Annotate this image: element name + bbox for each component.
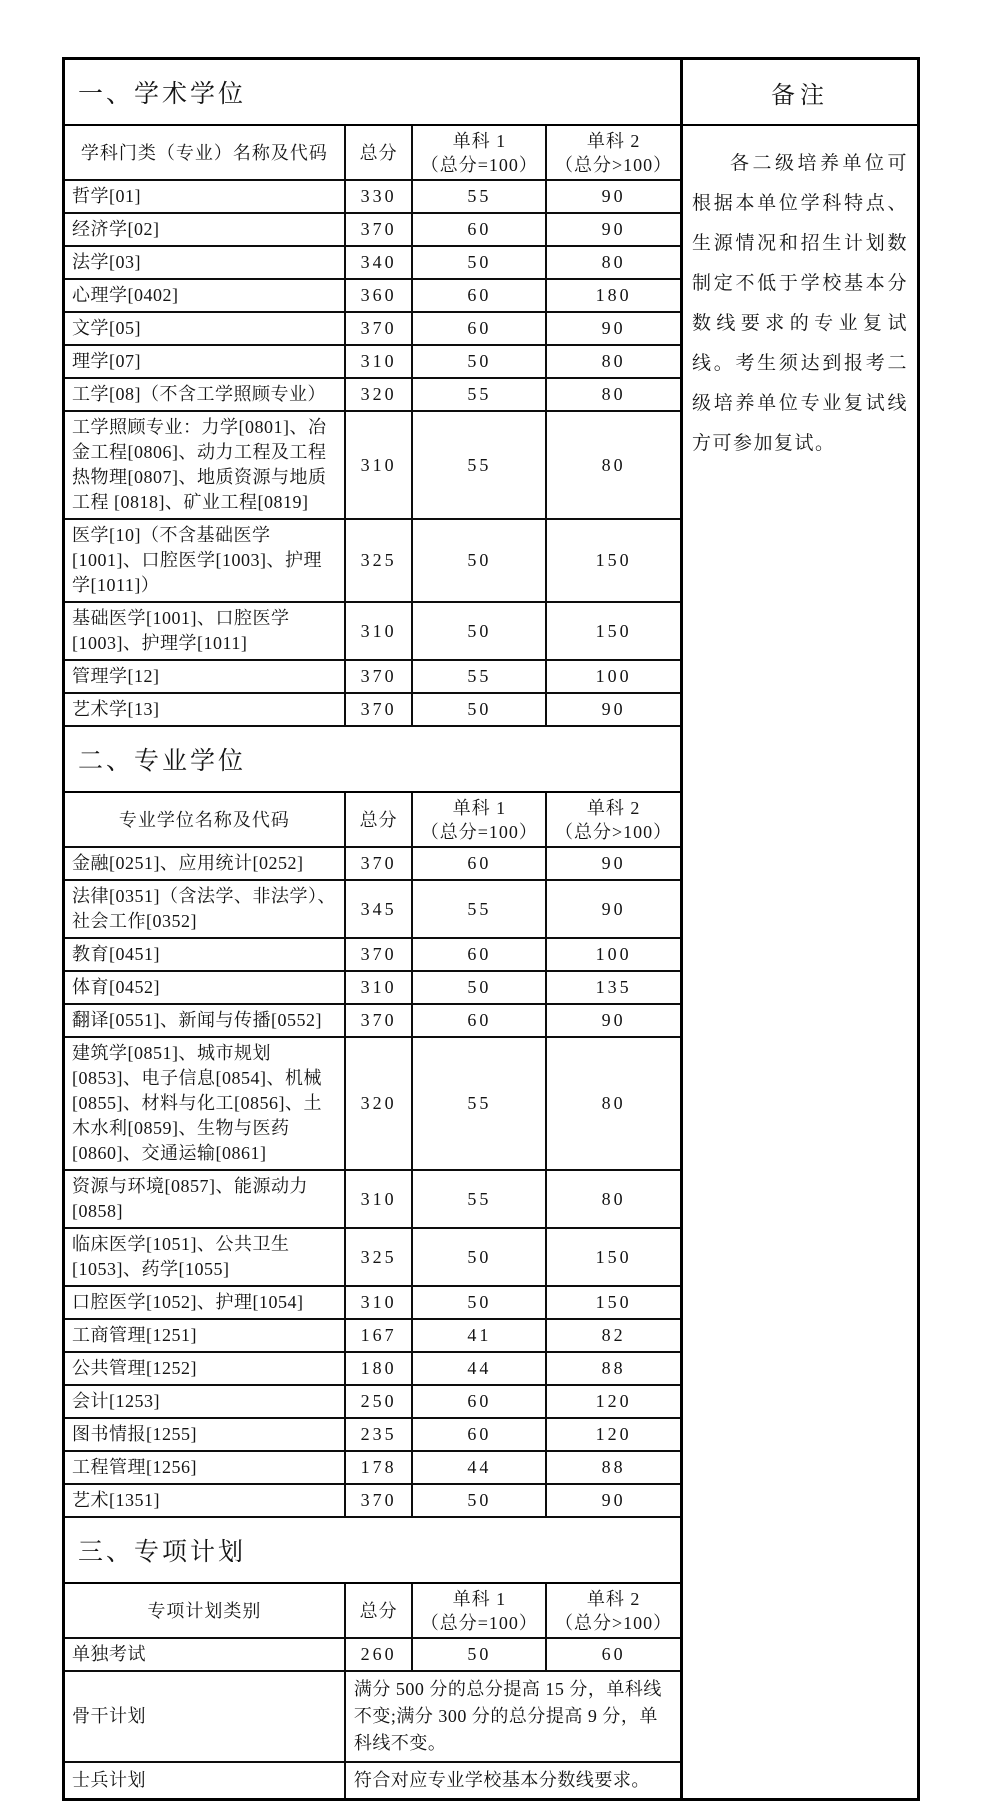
- column-header-sub1-line2: （总分=100）: [420, 154, 538, 175]
- table-row: [65, 1037, 680, 1170]
- single-subject2-score-cell: 82: [546, 1319, 680, 1352]
- column-header-sub1-line2: （总分=100）: [420, 1612, 538, 1633]
- column-header-sub2-line2: （总分>100）: [555, 821, 673, 842]
- table-row: [65, 1286, 680, 1319]
- section-title: 二、专业学位: [65, 727, 680, 793]
- column-header-total: 总分: [345, 126, 413, 180]
- total-score-cell: 260: [345, 1638, 413, 1671]
- section-special-programs: [65, 1518, 680, 1798]
- single-subject2-score-cell: 150: [546, 1228, 680, 1286]
- single-subject2-score-cell: 135: [546, 971, 680, 1004]
- subject-name-cell: 翻译[0551]、新闻与传播[0552]: [65, 1004, 345, 1037]
- subject-name-cell: 士兵计划: [65, 1762, 345, 1798]
- total-score-cell: 340: [345, 246, 413, 279]
- single-subject2-score-cell: 90: [546, 180, 680, 213]
- table-row: [65, 1352, 680, 1385]
- table-row: [65, 938, 680, 971]
- subject-name-cell: 体育[0452]: [65, 971, 345, 1004]
- single-subject1-score-cell: 50: [412, 519, 546, 602]
- total-score-cell: 250: [345, 1385, 413, 1418]
- table-row: [65, 1671, 680, 1762]
- single-subject2-score-cell: 90: [546, 847, 680, 880]
- section-title: 三、专项计划: [65, 1518, 680, 1584]
- subject-name-cell: 哲学[01]: [65, 180, 345, 213]
- total-score-cell: 370: [345, 1484, 413, 1517]
- table-row: [65, 180, 680, 213]
- table-row: [65, 246, 680, 279]
- column-header-sub1-line1: 单科 1: [452, 130, 507, 151]
- single-subject1-score-cell: 60: [412, 279, 546, 312]
- total-score-cell: 310: [345, 345, 413, 378]
- table-row: [65, 1385, 680, 1418]
- table-row: [65, 519, 680, 602]
- single-subject1-score-cell: 60: [412, 847, 546, 880]
- remarks-title: 备注: [683, 60, 917, 126]
- single-subject2-score-cell: 90: [546, 1004, 680, 1037]
- table-row: [65, 880, 680, 938]
- column-header-sub2: [546, 126, 680, 180]
- subject-name-cell: 金融[0251]、应用统计[0252]: [65, 847, 345, 880]
- total-score-cell: 310: [345, 971, 413, 1004]
- column-header-subject: 专业学位名称及代码: [65, 793, 345, 847]
- subject-name-cell: 工程管理[1256]: [65, 1451, 345, 1484]
- policy-note-cell: 满分 500 分的总分提高 15 分，单科线不变;满分 300 分的总分提高 9 分，单科线不变。: [345, 1671, 680, 1762]
- table-row: [65, 1228, 680, 1286]
- total-score-cell: 310: [345, 1286, 413, 1319]
- subject-name-cell: 骨干计划: [65, 1671, 345, 1762]
- subject-name-cell: 公共管理[1252]: [65, 1352, 345, 1385]
- column-header-sub1-line1: 单科 1: [452, 797, 507, 818]
- column-header-total: 总分: [345, 793, 413, 847]
- policy-note-cell: 符合对应专业学校基本分数线要求。: [345, 1762, 680, 1798]
- column-header-total: 总分: [345, 1584, 413, 1638]
- total-score-cell: 167: [345, 1319, 413, 1352]
- total-score-cell: 370: [345, 213, 413, 246]
- single-subject2-score-cell: 60: [546, 1638, 680, 1671]
- subject-name-cell: 艺术[1351]: [65, 1484, 345, 1517]
- subject-name-cell: 经济学[02]: [65, 213, 345, 246]
- single-subject1-score-cell: 60: [412, 213, 546, 246]
- column-header-subject: 专项计划类别: [65, 1584, 345, 1638]
- single-subject1-score-cell: 50: [412, 1286, 546, 1319]
- total-score-cell: 370: [345, 312, 413, 345]
- total-score-cell: 330: [345, 180, 413, 213]
- single-subject2-score-cell: 150: [546, 602, 680, 660]
- subject-name-cell: 建筑学[0851]、城市规划[0853]、电子信息[0854]、机械[0855]、材料与化工[0856]、土木水利[0859]、生物与医药[0860]、交通运输[0861]: [65, 1037, 345, 1170]
- section-academic-degrees: [65, 60, 680, 727]
- table-row: [65, 312, 680, 345]
- single-subject2-score-cell: 90: [546, 213, 680, 246]
- single-subject1-score-cell: 50: [412, 1638, 546, 1671]
- score-tables-area: [65, 60, 683, 1798]
- subject-name-cell: 工学照顾专业：力学[0801]、冶金工程[0806]、动力工程及工程热物理[0807]、地质资源与地质工程 [0818]、矿业工程[0819]: [65, 411, 345, 519]
- single-subject1-score-cell: 60: [412, 312, 546, 345]
- single-subject2-score-cell: 80: [546, 345, 680, 378]
- single-subject2-score-cell: 100: [546, 660, 680, 693]
- column-header-sub2-line2: （总分>100）: [555, 1612, 673, 1633]
- total-score-cell: 310: [345, 602, 413, 660]
- special-programs-table: [65, 1584, 680, 1798]
- single-subject1-score-cell: 50: [412, 1228, 546, 1286]
- subject-name-cell: 口腔医学[1052]、护理[1054]: [65, 1286, 345, 1319]
- section-title: 一、学术学位: [65, 60, 680, 126]
- single-subject1-score-cell: 41: [412, 1319, 546, 1352]
- remarks-text: 各二级培养单位可根据本单位学科特点、生源情况和招生计划数制定不低于学校基本分数线要求的专业复试线。考生须达到报考二级培养单位专业复试线方可参加复试。: [692, 153, 908, 454]
- single-subject2-score-cell: 90: [546, 312, 680, 345]
- academic-degrees-table: [65, 126, 680, 727]
- single-subject2-score-cell: 90: [546, 693, 680, 726]
- total-score-cell: 325: [345, 1228, 413, 1286]
- table-row: [65, 971, 680, 1004]
- header-row: [65, 126, 680, 180]
- subject-name-cell: 法律[0351]（含法学、非法学）、社会工作[0352]: [65, 880, 345, 938]
- header-row: [65, 793, 680, 847]
- single-subject2-score-cell: 80: [546, 1170, 680, 1228]
- table-row: [65, 1762, 680, 1798]
- column-header-sub2-line2: （总分>100）: [555, 154, 673, 175]
- single-subject1-score-cell: 50: [412, 345, 546, 378]
- total-score-cell: 345: [345, 880, 413, 938]
- table-row: [65, 1004, 680, 1037]
- subject-name-cell: 资源与环境[0857]、能源动力[0858]: [65, 1170, 345, 1228]
- single-subject1-score-cell: 50: [412, 246, 546, 279]
- single-subject1-score-cell: 60: [412, 1385, 546, 1418]
- total-score-cell: 180: [345, 1352, 413, 1385]
- single-subject1-score-cell: 55: [412, 378, 546, 411]
- single-subject1-score-cell: 60: [412, 938, 546, 971]
- subject-name-cell: 心理学[0402]: [65, 279, 345, 312]
- single-subject1-score-cell: 50: [412, 693, 546, 726]
- total-score-cell: 320: [345, 1037, 413, 1170]
- single-subject1-score-cell: 50: [412, 1484, 546, 1517]
- table-row: [65, 411, 680, 519]
- total-score-cell: 370: [345, 847, 413, 880]
- single-subject2-score-cell: 100: [546, 938, 680, 971]
- single-subject1-score-cell: 55: [412, 1170, 546, 1228]
- total-score-cell: 370: [345, 1004, 413, 1037]
- header-row: [65, 1584, 680, 1638]
- column-header-sub2-line1: 单科 2: [586, 1588, 641, 1609]
- single-subject2-score-cell: 90: [546, 1484, 680, 1517]
- single-subject1-score-cell: 60: [412, 1418, 546, 1451]
- total-score-cell: 310: [345, 1170, 413, 1228]
- single-subject2-score-cell: 150: [546, 1286, 680, 1319]
- single-subject2-score-cell: 80: [546, 246, 680, 279]
- score-line-sheet: [62, 57, 920, 1801]
- single-subject2-score-cell: 90: [546, 880, 680, 938]
- single-subject2-score-cell: 150: [546, 519, 680, 602]
- single-subject2-score-cell: 80: [546, 378, 680, 411]
- subject-name-cell: 教育[0451]: [65, 938, 345, 971]
- single-subject1-score-cell: 55: [412, 880, 546, 938]
- table-row: [65, 1638, 680, 1671]
- column-header-sub1: [412, 1584, 546, 1638]
- single-subject2-score-cell: 120: [546, 1418, 680, 1451]
- column-header-sub2: [546, 793, 680, 847]
- single-subject2-score-cell: 180: [546, 279, 680, 312]
- subject-name-cell: 法学[03]: [65, 246, 345, 279]
- single-subject1-score-cell: 55: [412, 411, 546, 519]
- table-row: [65, 378, 680, 411]
- subject-name-cell: 工学[08]（不含工学照顾专业）: [65, 378, 345, 411]
- table-row: [65, 1170, 680, 1228]
- professional-degrees-table: [65, 793, 680, 1518]
- section-professional-degrees: [65, 727, 680, 1518]
- table-row: [65, 1319, 680, 1352]
- subject-name-cell: 临床医学[1051]、公共卫生[1053]、药学[1055]: [65, 1228, 345, 1286]
- table-row: [65, 213, 680, 246]
- single-subject1-score-cell: 55: [412, 660, 546, 693]
- table-row: [65, 279, 680, 312]
- subject-name-cell: 文学[05]: [65, 312, 345, 345]
- subject-name-cell: 医学[10]（不含基础医学[1001]、口腔医学[1003]、护理学[1011]）: [65, 519, 345, 602]
- column-header-sub1-line1: 单科 1: [452, 1588, 507, 1609]
- subject-name-cell: 基础医学[1001]、口腔医学[1003]、护理学[1011]: [65, 602, 345, 660]
- subject-name-cell: 理学[07]: [65, 345, 345, 378]
- table-row: [65, 693, 680, 726]
- total-score-cell: 320: [345, 378, 413, 411]
- table-row: [65, 660, 680, 693]
- remarks-column: [683, 60, 917, 1798]
- table-row: [65, 847, 680, 880]
- column-header-sub2: [546, 1584, 680, 1638]
- column-header-subject: 学科门类（专业）名称及代码: [65, 126, 345, 180]
- single-subject1-score-cell: 55: [412, 180, 546, 213]
- total-score-cell: 325: [345, 519, 413, 602]
- column-header-sub1-line2: （总分=100）: [420, 821, 538, 842]
- single-subject2-score-cell: 80: [546, 1037, 680, 1170]
- total-score-cell: 370: [345, 660, 413, 693]
- single-subject1-score-cell: 50: [412, 971, 546, 1004]
- single-subject1-score-cell: 44: [412, 1451, 546, 1484]
- single-subject1-score-cell: 50: [412, 602, 546, 660]
- total-score-cell: 360: [345, 279, 413, 312]
- column-header-sub2-line1: 单科 2: [586, 797, 641, 818]
- subject-name-cell: 管理学[12]: [65, 660, 345, 693]
- single-subject1-score-cell: 44: [412, 1352, 546, 1385]
- table-row: [65, 1451, 680, 1484]
- subject-name-cell: 图书情报[1255]: [65, 1418, 345, 1451]
- single-subject2-score-cell: 88: [546, 1352, 680, 1385]
- total-score-cell: 370: [345, 693, 413, 726]
- column-header-sub1: [412, 793, 546, 847]
- single-subject2-score-cell: 80: [546, 411, 680, 519]
- table-row: [65, 602, 680, 660]
- total-score-cell: 178: [345, 1451, 413, 1484]
- single-subject1-score-cell: 55: [412, 1037, 546, 1170]
- total-score-cell: 370: [345, 938, 413, 971]
- table-row: [65, 1484, 680, 1517]
- table-row: [65, 1418, 680, 1451]
- table-row: [65, 345, 680, 378]
- subject-name-cell: 艺术学[13]: [65, 693, 345, 726]
- subject-name-cell: 单独考试: [65, 1638, 345, 1671]
- subject-name-cell: 会计[1253]: [65, 1385, 345, 1418]
- column-header-sub2-line1: 单科 2: [586, 130, 641, 151]
- total-score-cell: 235: [345, 1418, 413, 1451]
- single-subject2-score-cell: 120: [546, 1385, 680, 1418]
- subject-name-cell: 工商管理[1251]: [65, 1319, 345, 1352]
- total-score-cell: 310: [345, 411, 413, 519]
- single-subject2-score-cell: 88: [546, 1451, 680, 1484]
- single-subject1-score-cell: 60: [412, 1004, 546, 1037]
- column-header-sub1: [412, 126, 546, 180]
